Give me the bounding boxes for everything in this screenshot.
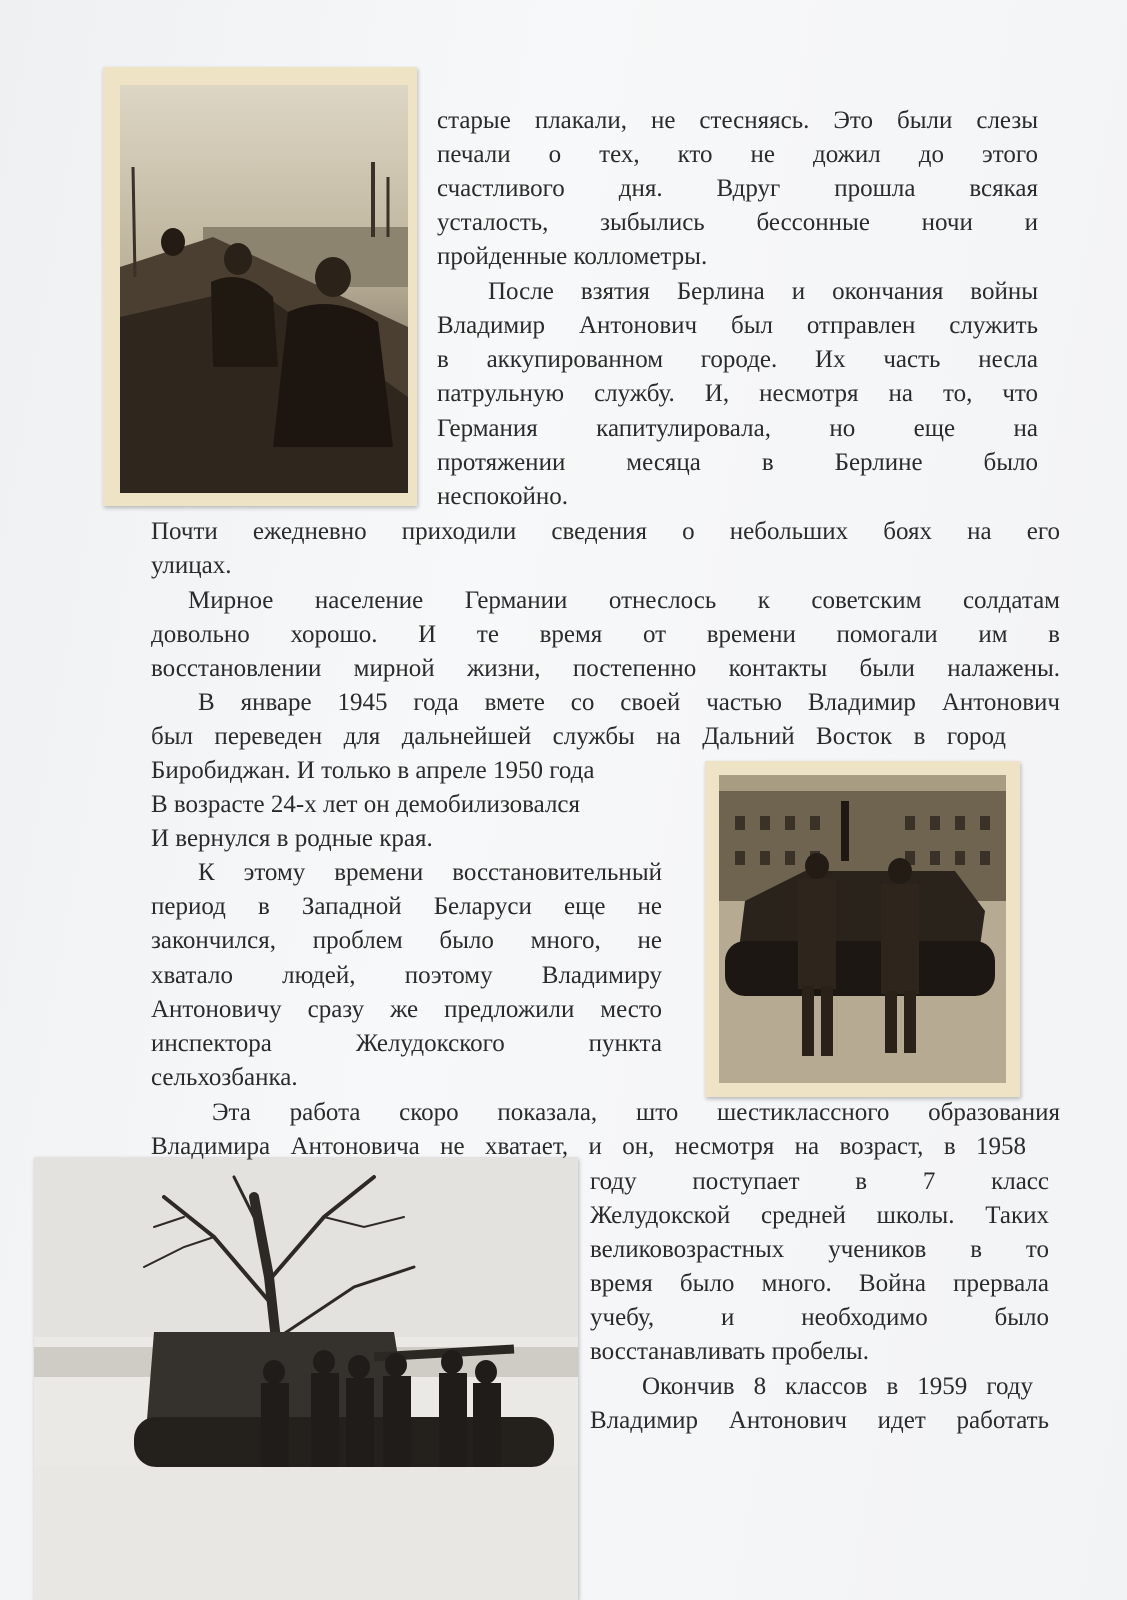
text-line: Антоновичу сразу же предложили место [151,996,662,1023]
text-line: улицах. [151,552,232,579]
text-line: закончился, проблем было много, не [151,927,662,954]
text-line: Почти ежедневно приходили сведения о небольших боях на его [151,518,1060,545]
text-line: Биробиджан. И только в апреле 1950 года [151,757,595,784]
text-line: Окончив 8 классов в 1959 году [642,1373,1033,1400]
text-line: время было много. Война прервала [590,1270,1049,1297]
text-line: печали о тех, кто не дожил до этого [437,141,1038,168]
text-line: Мирное население Германии отнеслось к советским солдатам [188,587,1060,614]
text-line: неспокойно. [437,483,568,510]
text-line: довольно хорошо. И те время от времени помогали им в [151,621,1060,648]
text-line: хватало людей, поэтому Владимиру [151,962,662,989]
text-line: году поступает в 7 класс [590,1168,1049,1195]
text-line: После взятия Берлина и окончания войны [488,278,1038,305]
text-line: старые плакали, не стесняясь. Это были слезы [437,107,1038,134]
text-line: период в Западной Беларуси еще не [151,893,662,920]
photo-soldiers-riverbank-image [103,67,417,506]
text-line: пройденные коллометры. [437,243,708,270]
text-line: Владимир Антонович был отправлен служить [437,312,1038,339]
text-line: Германия капитулировала, но еще на [437,415,1038,442]
text-line: в аккупированном городе. Их часть несла [437,346,1038,373]
text-line: В январе 1945 года вмете со своей частью Владимир Антонович [198,689,1060,716]
photo-soldiers-riverbank [103,67,417,506]
text-line: усталость, зыбылись бессонные ночи и [437,209,1038,236]
photo-group-vehicle-snow-image [34,1157,578,1600]
text-line: Владимира Антоновича не хватает, и он, несмотря на возраст, в 1958 [151,1133,1026,1160]
text-line: был переведен для дальнейшей службы на Дальний Восток в город [151,723,1006,750]
text-line: Владимир Антонович идет работать [590,1407,1049,1434]
text-line: протяжении месяца в Берлине было [437,449,1038,476]
photo-soldiers-tank-building-image [705,761,1020,1097]
text-line: сельхозбанка. [151,1064,298,1091]
text-line: Желудокской средней школы. Таких [590,1202,1049,1229]
photo-soldiers-tank-building [705,761,1020,1097]
text-line: К этому времени восстановительный [198,859,662,886]
text-line: инспектора Желудокского пункта [151,1030,662,1057]
text-line: В возрасте 24-х лет он демобилизовался [151,791,581,818]
text-line: счастливого дня. Вдруг прошла всякая [437,175,1038,202]
text-line: восстановлении мирной жизни, постепенно контакты были налажены. [151,655,1060,682]
text-line: И вернулся в родные края. [151,825,433,852]
text-line: восстанавливать пробелы. [590,1338,869,1365]
text-line: Эта работа скоро показала, што шестиклассного образования [212,1099,1060,1126]
text-line: великовозрастных учеников в то [590,1236,1049,1263]
photo-group-vehicle-snow [34,1157,578,1600]
text-line: учебу, и необходимо было [590,1304,1049,1331]
text-line: патрульную службу. И, несмотря на то, что [437,380,1038,407]
